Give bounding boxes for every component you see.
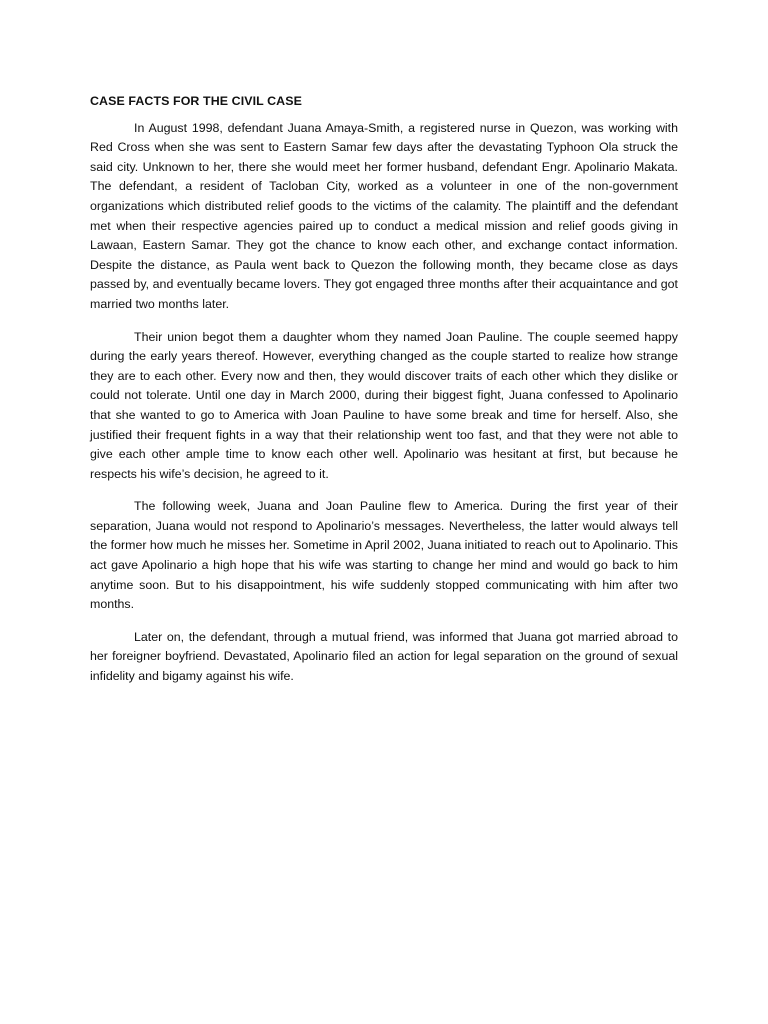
paragraph-1: In August 1998, defendant Juana Amaya-Smith, a registered nurse in Quezon, was working with Red Cross when she was sent to Eastern Samar few days after the devastating Typhoon Ola struck the said city. Unknown to her, there she would meet her former husband, defendant Engr. Apolinario Makata. The defendant, a resident of Tacloban City, worked as a volunteer in one of the non-government organizations which distributed relief goods to the victims of the calamity. The plaintiff and the defendant met when their respective agencies paired up to conduct a medical mission and relief goods giving in Lawaan, Eastern Samar. They got the chance to know each other, and exchange contact information. Despite the distance, as Paula went back to Quezon the following month, they became close as days passed by, and eventually became lovers. They got engaged three months after their acquaintance and got married two months later. [90,120,678,311]
document-body [90,92,678,700]
paragraph-2: Their union begot them a daughter whom they named Joan Pauline. The couple seemed happy during the early years thereof. However, everything changed as the couple started to realize how strange they are to each other. Every now and then, they would discover traits of each other which they dislike or could not tolerate. Until one day in March 2000, during their biggest fight, Juana confessed to Apolinario that she wanted to go to America with Joan Pauline to have some break and time for herself. Also, she justified their frequent fights in a way that their relationship went too fast, and that they were not able to give each other ample time to know each other well. Apolinario was hesitant at first, but because he respects his wife’s decision, he agreed to it. [90,329,678,481]
paragraph-4: Later on, the defendant, through a mutual friend, was informed that Juana got married abroad to her foreigner boyfriend. Devastated, Apolinario filed an action for legal separation on the ground of sexual infidelity and bigamy against his wife. [90,629,678,684]
paragraph-3: The following week, Juana and Joan Pauline flew to America. During the first year of their separation, Juana would not respond to Apolinario’s messages. Nevertheless, the latter would always tell the former how much he misses her. Sometime in April 2002, Juana initiated to reach out to Apolinario. This act gave Apolinario a high hope that his wife was starting to change her mind and would go back to him anytime soon. But to his disappointment, his wife suddenly stopped communicating with him after two months. [90,499,678,612]
document-title: CASE FACTS FOR THE CIVIL CASE [90,94,302,108]
